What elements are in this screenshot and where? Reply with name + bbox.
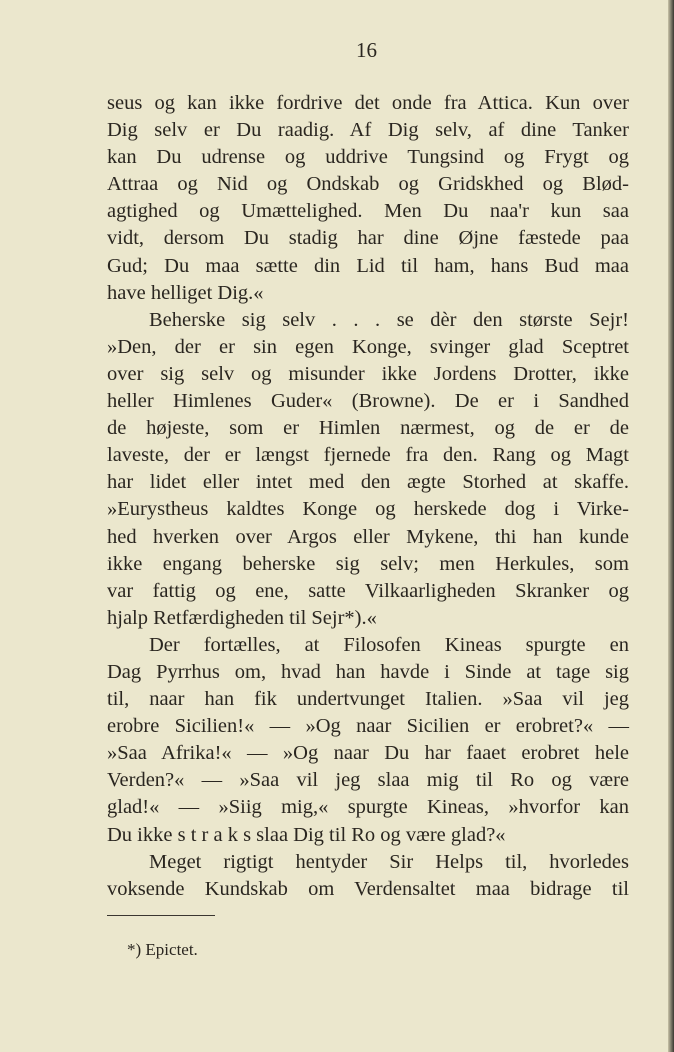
text-line: voksende Kundskab om Verdensaltet maa bidrage til [107,877,629,900]
text-line: Meget rigtigt hentyder Sir Helps til, hvorledes [149,850,629,873]
text-line: »Saa Afrika!« — »Og naar Du har faaet erobret hele [107,742,629,765]
footnote-rule [107,915,215,916]
text-line: seus og kan ikke fordrive det onde fra Attica. Kun over [107,92,629,114]
text-line: Verden?« — »Saa vil jeg slaa mig til Ro og være [107,769,629,792]
text-line: laveste, der er længst fjernede fra den. Rang og Magt [107,444,629,467]
text-line: »Den, der er sin egen Konge, svinger glad Sceptret [107,335,629,358]
text-line: Beherske sig selv . . . se dèr den største Sejr! [149,308,629,331]
page-edge [668,0,674,1052]
text-line: Dig selv er Du raadig. Af Dig selv, af dine Tanker [107,119,629,142]
text-line: heller Himlenes Guder« (Browne). De er i Sandhed [107,390,629,413]
text-line: over sig selv og misunder ikke Jordens Drotter, ikke [107,362,629,385]
text-line: kan Du udrense og uddrive Tungsind og Frygt og [107,146,629,169]
text-line: glad!« — »Siig mig,« spurgte Kineas, »hvorfor kan [107,796,629,819]
text-line: agtighed og Umættelighed. Men Du naa'r kun saa [107,200,629,223]
text-line: var fattig og ene, satte Vilkaarligheden Skranker og [107,579,629,602]
text-line: til, naar han fik undertvunget Italien. »Saa vil jeg [107,688,629,711]
text-line: Attraa og Nid og Ondskab og Gridskhed og Blød- [107,173,629,196]
text-line: erobre Sicilien!« — »Og naar Sicilien er erobret?« — [107,715,629,738]
text-line: har lidet eller intet med den ægte Storhed at skaffe. [107,471,629,494]
text-line: Der fortælles, at Filosofen Kineas spurgte en [149,633,629,656]
text-line: Gud; Du maa sætte din Lid til ham, hans Bud maa [107,254,629,277]
text-line: Du ikke s t r a k s slaa Dig til Ro og være glad?« [107,823,506,846]
text-line: »Eurystheus kaldtes Konge og herskede dog i Virke- [107,498,629,521]
text-line: have helliget Dig.« [107,281,264,304]
page-number: 16 [356,38,377,62]
text-line: de højeste, som er Himlen nærmest, og de er de [107,417,629,440]
text-line: hjalp Retfærdigheden til Sejr*).« [107,606,377,629]
text-line: ikke engang beherske sig selv; men Herkules, som [107,552,629,575]
text-line: Dag Pyrrhus om, hvad han havde i Sinde at tage sig [107,660,629,683]
body-text [107,90,629,903]
text-line: hed hverken over Argos eller Mykene, thi han kunde [107,525,629,548]
footnote: *) Epictet. [127,940,198,959]
text-line: vidt, dersom Du stadig har dine Øjne fæstede paa [107,227,629,250]
